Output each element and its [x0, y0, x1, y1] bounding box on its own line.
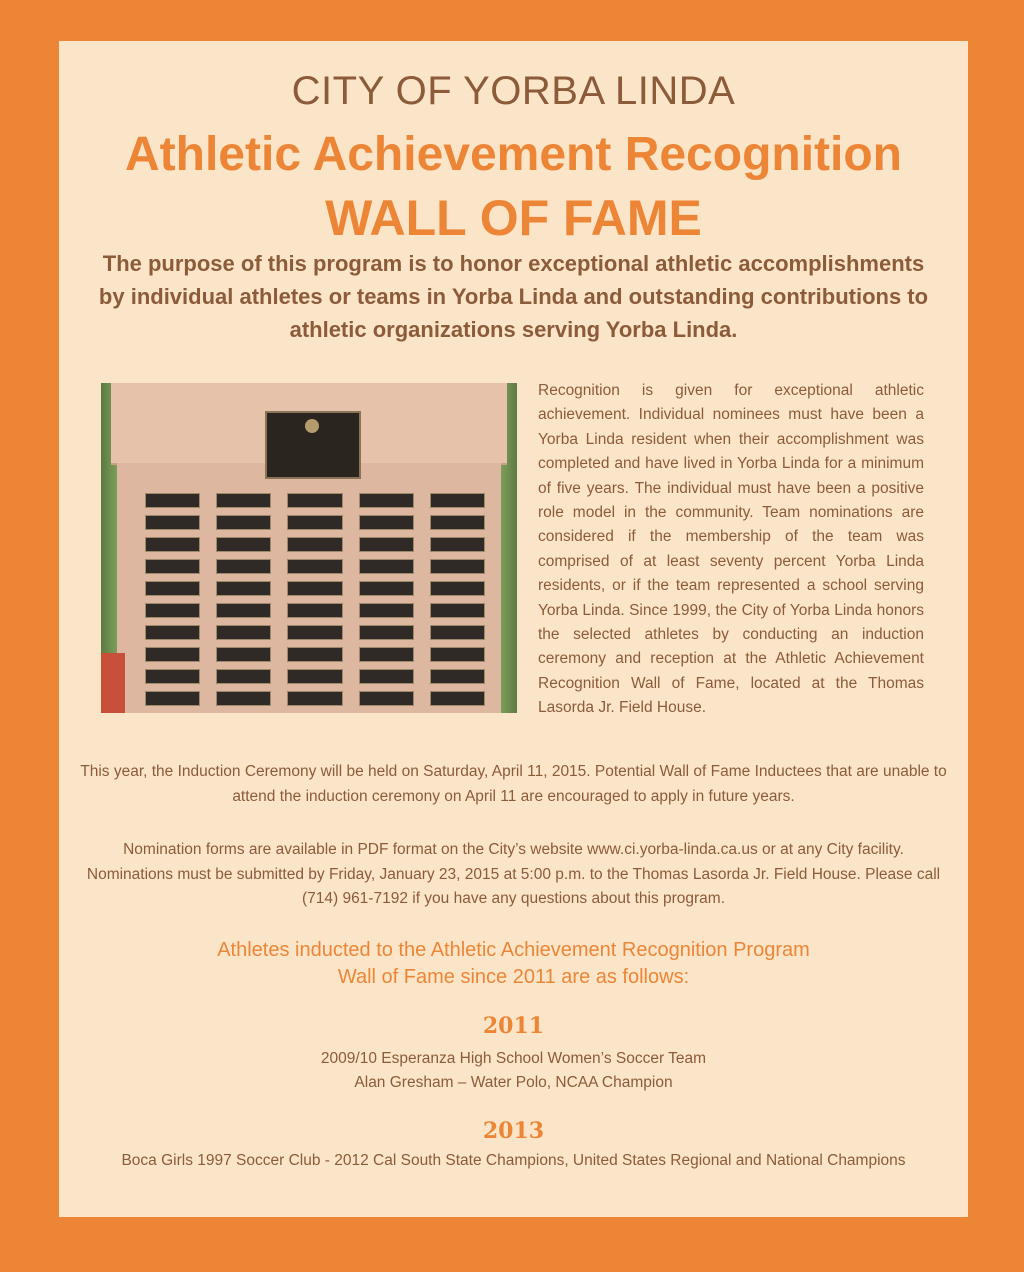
- inductee-list-2013: [59, 1149, 968, 1173]
- plaque: [430, 647, 485, 662]
- plaque: [216, 603, 271, 618]
- plaque: [216, 515, 271, 530]
- athletes-heading: [59, 937, 968, 991]
- wall-of-fame-photo: [101, 383, 517, 713]
- plaque: [145, 493, 200, 508]
- plaque: [359, 537, 414, 552]
- plaque: [145, 691, 200, 706]
- recognition-description: Recognition is given for exceptional athletic achievement. Individual nominees must have been a Yorba Linda resident when their accomplishment was completed and have lived in Yorba Linda for a minimum of five years. The individual must have been a positive role model in the community. Team nominations are considered if the membership of the team was comprised of at least seventy percent Yorba Linda residents, or if the team represented a school serving Yorba Linda. Since 1999, the City of Yorba Linda honors the selected athletes by conducting an induction ceremony and reception at the Athletic Achievement Recognition Wall of Fame, located at the Thomas Lasorda Jr. Field House.: [538, 382, 924, 717]
- city-title: CITY OF YORBA LINDA: [291, 69, 736, 113]
- athletes-heading-line1: Athletes inducted to the Athletic Achievement Recognition Program: [217, 939, 810, 961]
- plaque: [359, 581, 414, 596]
- plaque: [145, 581, 200, 596]
- plaque: [145, 625, 200, 640]
- plaque: [430, 603, 485, 618]
- plaque: [430, 515, 485, 530]
- plaque: [216, 559, 271, 574]
- plaque: [359, 691, 414, 706]
- plaque: [287, 559, 342, 574]
- plaque: [145, 559, 200, 574]
- plaque: [359, 515, 414, 530]
- flyer-panel: [59, 41, 968, 1217]
- plaque: [430, 537, 485, 552]
- plaque: [430, 581, 485, 596]
- inductee-list-2011: [59, 1047, 968, 1095]
- plaque: [145, 647, 200, 662]
- plaque: [287, 647, 342, 662]
- nomination-info: Nomination forms are available in PDF format on the City’s website www.ci.yorba-linda.ca.us or at any City facility. Nominations must be submitted by Friday, January 23, 2015 at 5:00 p.m. to the Thomas Lasorda Jr. Field House. Please call (714) 961-7192 if you have any questions about this program.: [86, 841, 941, 907]
- plaque: [430, 625, 485, 640]
- plaque: [287, 691, 342, 706]
- list-item: Alan Gresham – Water Polo, NCAA Champion: [354, 1074, 673, 1091]
- flower-bed: [101, 653, 125, 713]
- plaque: [359, 559, 414, 574]
- plaque: [145, 603, 200, 618]
- plaque: [216, 647, 271, 662]
- plaque: [287, 537, 342, 552]
- plaque: [287, 493, 342, 508]
- plaque: [216, 691, 271, 706]
- plaque: [359, 647, 414, 662]
- plaque: [430, 691, 485, 706]
- plaque: [216, 493, 271, 508]
- list-item: 2009/10 Esperanza High School Women’s Soccer Team: [320, 1050, 707, 1067]
- wall-title: WALL OF FAME: [325, 190, 702, 246]
- plaque: [287, 625, 342, 640]
- plaque: [287, 669, 342, 684]
- ceremony-info: This year, the Induction Ceremony will be held on Saturday, April 11, 2015. Potential Wall of Fame Inductees that are unable to attend the induction ceremony on April 11 are encouraged to apply in future years.: [80, 763, 947, 805]
- athletes-heading-line2: Wall of Fame since 2011 are as follows:: [337, 966, 690, 988]
- plaque: [145, 537, 200, 552]
- plaque: [216, 581, 271, 596]
- plaque: [359, 493, 414, 508]
- plaque: [145, 515, 200, 530]
- plaque: [430, 669, 485, 684]
- plaque: [359, 603, 414, 618]
- plaque: [359, 669, 414, 684]
- year-heading-2011: 2011: [482, 1013, 545, 1039]
- program-title: Athletic Achievement Recognition: [125, 128, 902, 181]
- plaque: [359, 625, 414, 640]
- plaque: [287, 515, 342, 530]
- plaque: [430, 493, 485, 508]
- year-heading-2013: 2013: [482, 1118, 545, 1144]
- list-item: Boca Girls 1997 Soccer Club - 2012 Cal South State Champions, United States Regional and National Champions: [121, 1152, 906, 1169]
- plaque: [430, 559, 485, 574]
- plaque: [287, 603, 342, 618]
- plaque: [216, 625, 271, 640]
- plaque: [216, 669, 271, 684]
- purpose-statement: The purpose of this program is to honor exceptional athletic accomplishments by individual athletes or teams in Yorba Linda and outstanding contributions to athletic organizations serving Yorba Linda.: [98, 251, 929, 342]
- plaque-grid: [145, 493, 485, 703]
- main-plaque: [265, 411, 361, 479]
- plaque: [287, 581, 342, 596]
- plaque: [145, 669, 200, 684]
- plaque: [216, 537, 271, 552]
